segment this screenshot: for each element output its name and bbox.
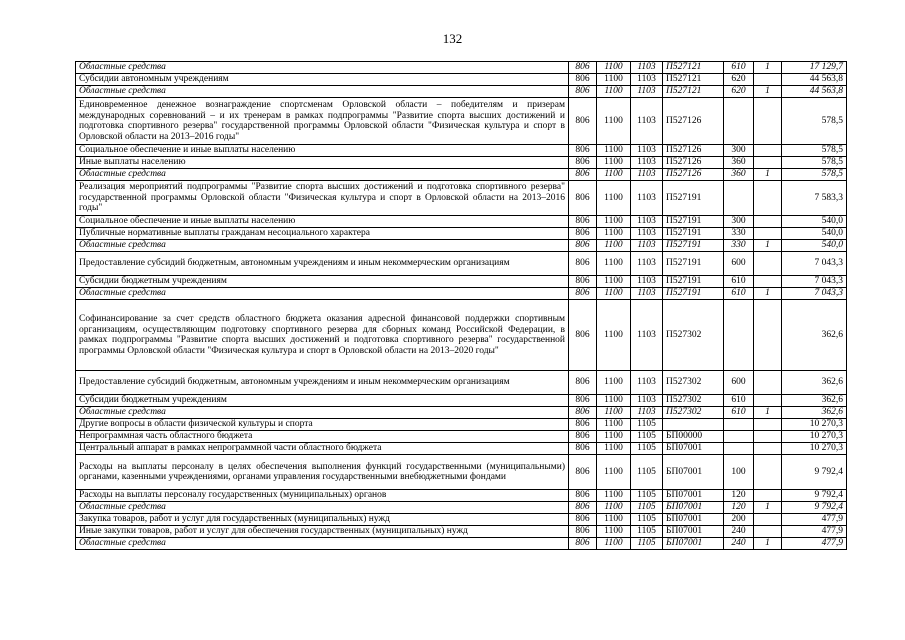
row-ministry-code-cell: 806 xyxy=(569,181,597,216)
row-ministry-code-cell: 806 xyxy=(569,502,597,514)
row-ministry-code-cell: 806 xyxy=(569,431,597,443)
row-ministry-code-cell: 806 xyxy=(569,514,597,526)
row-ministry-code-cell: 806 xyxy=(569,157,597,169)
row-amount-cell: 362,6 xyxy=(782,407,847,419)
row-subsection-code-cell: 1103 xyxy=(631,228,663,240)
row-name-cell: Областные средства xyxy=(76,240,569,252)
row-amount-cell: 10 270,3 xyxy=(782,419,847,431)
row-name-cell: Реализация мероприятий подпрограммы "Развитие спорта высших достижений и подготовка спортивного резерва" государственной программы Орловской области "Физическая культура и спорт в Орловской области на 2013–2016 годы" xyxy=(76,181,569,216)
row-amount-cell: 362,6 xyxy=(782,300,847,371)
row-name-cell: Областные средства xyxy=(76,538,569,550)
row-expense-type-cell xyxy=(724,419,754,431)
row-name-cell: Социальное обеспечение и иные выплаты населению xyxy=(76,216,569,228)
row-subsection-code-cell: 1105 xyxy=(631,538,663,550)
row-section-code-cell: 1100 xyxy=(597,181,631,216)
table-row xyxy=(76,407,847,419)
row-source-code-cell xyxy=(754,276,782,288)
row-section-code-cell: 1100 xyxy=(597,514,631,526)
row-target-item-cell: П527191 xyxy=(663,181,724,216)
row-expense-type-cell: 100 xyxy=(724,455,754,490)
table-row xyxy=(76,169,847,181)
row-target-item-cell: БП07001 xyxy=(663,455,724,490)
row-ministry-code-cell: 806 xyxy=(569,169,597,181)
row-section-code-cell: 1100 xyxy=(597,62,631,74)
table-row xyxy=(76,157,847,169)
row-amount-cell: 578,5 xyxy=(782,157,847,169)
row-expense-type-cell: 300 xyxy=(724,145,754,157)
row-section-code-cell: 1100 xyxy=(597,407,631,419)
row-expense-type-cell: 610 xyxy=(724,407,754,419)
row-subsection-code-cell: 1105 xyxy=(631,419,663,431)
row-section-code-cell: 1100 xyxy=(597,443,631,455)
row-amount-cell: 44 563,8 xyxy=(782,74,847,86)
row-subsection-code-cell: 1103 xyxy=(631,395,663,407)
row-target-item-cell: П527121 xyxy=(663,86,724,98)
row-ministry-code-cell: 806 xyxy=(569,240,597,252)
row-amount-cell: 578,5 xyxy=(782,145,847,157)
row-expense-type-cell: 620 xyxy=(724,86,754,98)
row-name-cell: Расходы на выплаты персоналу в целях обеспечения выполнения функций государственными (муниципальными) органами, казенными учреждениями, органами управления государственными внебюджетными фондами xyxy=(76,455,569,490)
row-source-code-cell: 1 xyxy=(754,407,782,419)
row-expense-type-cell: 610 xyxy=(724,395,754,407)
row-source-code-cell xyxy=(754,157,782,169)
row-source-code-cell: 1 xyxy=(754,86,782,98)
row-name-cell: Областные средства xyxy=(76,407,569,419)
row-expense-type-cell: 200 xyxy=(724,514,754,526)
row-name-cell: Областные средства xyxy=(76,62,569,74)
row-target-item-cell: П527302 xyxy=(663,300,724,371)
row-ministry-code-cell: 806 xyxy=(569,300,597,371)
row-name-cell: Закупка товаров, работ и услуг для государственных (муниципальных) нужд xyxy=(76,514,569,526)
row-source-code-cell: 1 xyxy=(754,502,782,514)
row-source-code-cell xyxy=(754,216,782,228)
row-name-cell: Расходы на выплаты персоналу государственных (муниципальных) органов xyxy=(76,490,569,502)
row-target-item-cell: БП07001 xyxy=(663,490,724,502)
row-expense-type-cell: 620 xyxy=(724,74,754,86)
row-expense-type-cell: 330 xyxy=(724,228,754,240)
row-source-code-cell xyxy=(754,490,782,502)
row-section-code-cell: 1100 xyxy=(597,86,631,98)
row-section-code-cell: 1100 xyxy=(597,276,631,288)
row-subsection-code-cell: 1105 xyxy=(631,490,663,502)
row-target-item-cell: П527191 xyxy=(663,288,724,300)
row-amount-cell: 9 792,4 xyxy=(782,502,847,514)
row-section-code-cell: 1100 xyxy=(597,419,631,431)
row-subsection-code-cell: 1105 xyxy=(631,443,663,455)
row-source-code-cell xyxy=(754,443,782,455)
row-section-code-cell: 1100 xyxy=(597,169,631,181)
row-name-cell: Непрограммная часть областного бюджета xyxy=(76,431,569,443)
row-target-item-cell: П527302 xyxy=(663,407,724,419)
row-amount-cell: 477,9 xyxy=(782,526,847,538)
row-name-cell: Иные закупки товаров, работ и услуг для обеспечения государственных (муниципальных) нужд xyxy=(76,526,569,538)
row-name-cell: Социальное обеспечение и иные выплаты населению xyxy=(76,145,569,157)
row-name-cell: Субсидии бюджетным учреждениям xyxy=(76,395,569,407)
row-name-cell: Субсидии автономным учреждениям xyxy=(76,74,569,86)
budget-table-body xyxy=(76,62,847,550)
row-amount-cell: 17 129,7 xyxy=(782,62,847,74)
row-expense-type-cell xyxy=(724,431,754,443)
table-row xyxy=(76,514,847,526)
row-name-cell: Областные средства xyxy=(76,502,569,514)
row-section-code-cell: 1100 xyxy=(597,216,631,228)
row-ministry-code-cell: 806 xyxy=(569,62,597,74)
row-ministry-code-cell: 806 xyxy=(569,443,597,455)
row-ministry-code-cell: 806 xyxy=(569,74,597,86)
row-name-cell: Единовременное денежное вознаграждение спортсменам Орловской области – победителям и призерам международных соревнований – и их тренерам в рамках подпрограммы "Развитие спорта высших достижений и подготовка спортивного резерва" государственной программы Орловской области "Физическая культура и спорт в Орловской области на 2013–2016 годы" xyxy=(76,98,569,145)
row-expense-type-cell: 300 xyxy=(724,216,754,228)
row-name-cell: Предоставление субсидий бюджетным, автономным учреждениям и иным некоммерческим организациям xyxy=(76,252,569,276)
table-row xyxy=(76,490,847,502)
row-subsection-code-cell: 1103 xyxy=(631,62,663,74)
row-source-code-cell xyxy=(754,395,782,407)
table-row xyxy=(76,455,847,490)
row-name-cell: Центральный аппарат в рамках непрограммной части областного бюджета xyxy=(76,443,569,455)
row-section-code-cell: 1100 xyxy=(597,538,631,550)
table-row xyxy=(76,300,847,371)
row-subsection-code-cell: 1103 xyxy=(631,169,663,181)
row-ministry-code-cell: 806 xyxy=(569,145,597,157)
row-amount-cell: 540,0 xyxy=(782,240,847,252)
row-source-code-cell: 1 xyxy=(754,288,782,300)
row-amount-cell: 362,6 xyxy=(782,395,847,407)
row-source-code-cell xyxy=(754,98,782,145)
row-subsection-code-cell: 1103 xyxy=(631,300,663,371)
row-source-code-cell xyxy=(754,300,782,371)
table-row xyxy=(76,526,847,538)
row-amount-cell: 10 270,3 xyxy=(782,443,847,455)
row-amount-cell: 9 792,4 xyxy=(782,455,847,490)
row-amount-cell: 578,5 xyxy=(782,98,847,145)
row-target-item-cell: П527191 xyxy=(663,240,724,252)
row-expense-type-cell: 240 xyxy=(724,538,754,550)
row-ministry-code-cell: 806 xyxy=(569,288,597,300)
table-row xyxy=(76,228,847,240)
row-target-item-cell: П527302 xyxy=(663,395,724,407)
row-amount-cell: 477,9 xyxy=(782,514,847,526)
row-subsection-code-cell: 1103 xyxy=(631,288,663,300)
row-expense-type-cell: 610 xyxy=(724,288,754,300)
row-source-code-cell xyxy=(754,371,782,395)
row-subsection-code-cell: 1103 xyxy=(631,98,663,145)
row-source-code-cell xyxy=(754,145,782,157)
row-section-code-cell: 1100 xyxy=(597,252,631,276)
row-section-code-cell: 1100 xyxy=(597,455,631,490)
row-ministry-code-cell: 806 xyxy=(569,407,597,419)
row-expense-type-cell: 330 xyxy=(724,240,754,252)
row-name-cell: Другие вопросы в области физической культуры и спорта xyxy=(76,419,569,431)
table-row xyxy=(76,443,847,455)
row-subsection-code-cell: 1105 xyxy=(631,455,663,490)
row-target-item-cell xyxy=(663,419,724,431)
row-amount-cell: 362,6 xyxy=(782,371,847,395)
row-source-code-cell xyxy=(754,455,782,490)
row-target-item-cell: П527126 xyxy=(663,98,724,145)
page-number: 132 xyxy=(442,31,463,46)
row-target-item-cell: П527191 xyxy=(663,216,724,228)
row-expense-type-cell: 360 xyxy=(724,157,754,169)
row-source-code-cell xyxy=(754,431,782,443)
table-row xyxy=(76,216,847,228)
row-target-item-cell: П527126 xyxy=(663,145,724,157)
row-target-item-cell: БП07001 xyxy=(663,502,724,514)
row-section-code-cell: 1100 xyxy=(597,228,631,240)
table-row xyxy=(76,86,847,98)
row-subsection-code-cell: 1103 xyxy=(631,240,663,252)
row-section-code-cell: 1100 xyxy=(597,395,631,407)
row-section-code-cell: 1100 xyxy=(597,145,631,157)
row-target-item-cell: П527191 xyxy=(663,276,724,288)
row-source-code-cell xyxy=(754,181,782,216)
table-row xyxy=(76,538,847,550)
row-expense-type-cell: 120 xyxy=(724,502,754,514)
table-row xyxy=(76,240,847,252)
row-target-item-cell: П527121 xyxy=(663,74,724,86)
table-row xyxy=(76,288,847,300)
row-subsection-code-cell: 1105 xyxy=(631,526,663,538)
row-section-code-cell: 1100 xyxy=(597,240,631,252)
table-row xyxy=(76,62,847,74)
table-row xyxy=(76,145,847,157)
row-target-item-cell: П527302 xyxy=(663,371,724,395)
row-expense-type-cell xyxy=(724,443,754,455)
row-source-code-cell xyxy=(754,252,782,276)
table-row xyxy=(76,74,847,86)
row-ministry-code-cell: 806 xyxy=(569,395,597,407)
row-name-cell: Областные средства xyxy=(76,86,569,98)
row-section-code-cell: 1100 xyxy=(597,157,631,169)
row-target-item-cell: П527191 xyxy=(663,252,724,276)
row-subsection-code-cell: 1103 xyxy=(631,157,663,169)
table-row xyxy=(76,181,847,216)
row-expense-type-cell xyxy=(724,181,754,216)
row-subsection-code-cell: 1103 xyxy=(631,74,663,86)
row-name-cell: Софинансирование за счет средств областного бюджета оказания адресной финансовой поддержки спортивным организациям, осуществляющим подготовку спортивного резерва для сборных команд Российской Федерации, в рамках подпрограммы "Развитие спорта высших достижений и подготовка спортивного резерва" государственной программы Орловской области "Физическая культура и спорт в Орловской области на 2013–2020 годы" xyxy=(76,300,569,371)
row-source-code-cell: 1 xyxy=(754,62,782,74)
row-expense-type-cell: 610 xyxy=(724,62,754,74)
row-amount-cell: 10 270,3 xyxy=(782,431,847,443)
row-amount-cell: 540,0 xyxy=(782,216,847,228)
row-target-item-cell: П527191 xyxy=(663,228,724,240)
row-section-code-cell: 1100 xyxy=(597,526,631,538)
table-row xyxy=(76,395,847,407)
row-subsection-code-cell: 1103 xyxy=(631,371,663,395)
row-subsection-code-cell: 1103 xyxy=(631,216,663,228)
table-row xyxy=(76,431,847,443)
row-expense-type-cell xyxy=(724,300,754,371)
row-name-cell: Областные средства xyxy=(76,169,569,181)
row-section-code-cell: 1100 xyxy=(597,300,631,371)
row-ministry-code-cell: 806 xyxy=(569,371,597,395)
row-target-item-cell: П527126 xyxy=(663,169,724,181)
row-name-cell: Предоставление субсидий бюджетным, автономным учреждениям и иным некоммерческим организациям xyxy=(76,371,569,395)
row-ministry-code-cell: 806 xyxy=(569,455,597,490)
row-target-item-cell: БП07001 xyxy=(663,538,724,550)
row-source-code-cell xyxy=(754,228,782,240)
row-subsection-code-cell: 1103 xyxy=(631,407,663,419)
row-source-code-cell xyxy=(754,514,782,526)
row-expense-type-cell xyxy=(724,98,754,145)
row-source-code-cell: 1 xyxy=(754,240,782,252)
table-row xyxy=(76,252,847,276)
row-ministry-code-cell: 806 xyxy=(569,98,597,145)
row-subsection-code-cell: 1105 xyxy=(631,502,663,514)
row-subsection-code-cell: 1103 xyxy=(631,145,663,157)
row-amount-cell: 578,5 xyxy=(782,169,847,181)
row-ministry-code-cell: 806 xyxy=(569,526,597,538)
row-expense-type-cell: 240 xyxy=(724,526,754,538)
table-row xyxy=(76,371,847,395)
row-name-cell: Областные средства xyxy=(76,288,569,300)
row-source-code-cell xyxy=(754,74,782,86)
row-name-cell: Иные выплаты населению xyxy=(76,157,569,169)
row-section-code-cell: 1100 xyxy=(597,490,631,502)
row-section-code-cell: 1100 xyxy=(597,98,631,145)
row-amount-cell: 7 043,3 xyxy=(782,252,847,276)
row-source-code-cell: 1 xyxy=(754,538,782,550)
table-row xyxy=(76,419,847,431)
table-row xyxy=(76,502,847,514)
row-section-code-cell: 1100 xyxy=(597,288,631,300)
row-expense-type-cell: 360 xyxy=(724,169,754,181)
row-amount-cell: 44 563,8 xyxy=(782,86,847,98)
row-ministry-code-cell: 806 xyxy=(569,228,597,240)
row-target-item-cell: БП00000 xyxy=(663,431,724,443)
row-subsection-code-cell: 1103 xyxy=(631,276,663,288)
row-target-item-cell: П527126 xyxy=(663,157,724,169)
row-section-code-cell: 1100 xyxy=(597,431,631,443)
table-row xyxy=(76,276,847,288)
row-amount-cell: 7 583,3 xyxy=(782,181,847,216)
row-target-item-cell: П527121 xyxy=(663,62,724,74)
row-source-code-cell xyxy=(754,526,782,538)
row-ministry-code-cell: 806 xyxy=(569,216,597,228)
row-target-item-cell: БП07001 xyxy=(663,526,724,538)
row-section-code-cell: 1100 xyxy=(597,502,631,514)
row-amount-cell: 9 792,4 xyxy=(782,490,847,502)
row-expense-type-cell: 600 xyxy=(724,252,754,276)
row-subsection-code-cell: 1103 xyxy=(631,252,663,276)
row-amount-cell: 7 043,3 xyxy=(782,288,847,300)
row-amount-cell: 540,0 xyxy=(782,228,847,240)
row-amount-cell: 7 043,3 xyxy=(782,276,847,288)
row-ministry-code-cell: 806 xyxy=(569,252,597,276)
row-subsection-code-cell: 1105 xyxy=(631,431,663,443)
row-expense-type-cell: 120 xyxy=(724,490,754,502)
row-section-code-cell: 1100 xyxy=(597,371,631,395)
row-ministry-code-cell: 806 xyxy=(569,86,597,98)
row-subsection-code-cell: 1105 xyxy=(631,514,663,526)
budget-table xyxy=(75,61,847,550)
row-ministry-code-cell: 806 xyxy=(569,276,597,288)
row-expense-type-cell: 600 xyxy=(724,371,754,395)
row-source-code-cell: 1 xyxy=(754,169,782,181)
row-subsection-code-cell: 1103 xyxy=(631,86,663,98)
row-subsection-code-cell: 1103 xyxy=(631,181,663,216)
row-ministry-code-cell: 806 xyxy=(569,538,597,550)
row-amount-cell: 477,9 xyxy=(782,538,847,550)
row-target-item-cell: БП07001 xyxy=(663,443,724,455)
table-row xyxy=(76,98,847,145)
row-ministry-code-cell: 806 xyxy=(569,490,597,502)
row-ministry-code-cell: 806 xyxy=(569,419,597,431)
row-name-cell: Публичные нормативные выплаты гражданам несоциального характера xyxy=(76,228,569,240)
row-expense-type-cell: 610 xyxy=(724,276,754,288)
row-target-item-cell: БП07001 xyxy=(663,514,724,526)
row-name-cell: Субсидии бюджетным учреждениям xyxy=(76,276,569,288)
row-section-code-cell: 1100 xyxy=(597,74,631,86)
row-source-code-cell xyxy=(754,419,782,431)
